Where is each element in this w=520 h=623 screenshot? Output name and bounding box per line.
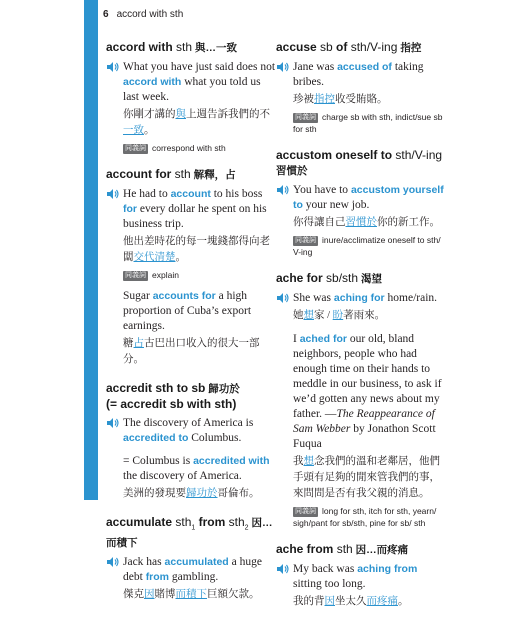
speaker-icon [276, 563, 290, 575]
speaker-icon [106, 417, 120, 429]
synonym-note: 同義詞 charge sb with sth, indict/sue sb for sth [293, 112, 443, 134]
running-head: accord with sth [116, 9, 184, 20]
example-sentence: My back was aching from sitting too long. 我的背因坐太久而疼痛。 [276, 562, 446, 610]
chinese-translation: 我想念我們的溫和老鄰居，他們手頭有足夠的閒來管我們的事，來問問是否有我父親的消息。 [293, 456, 440, 499]
example-sentence: She was aching for home/rain. 她想家 / 盼著雨來。 [276, 291, 446, 324]
entry-ache-for [276, 271, 446, 529]
page-number: 6 [103, 9, 109, 20]
example-sentence: = Columbus is accredited with the discovery of America. 美洲的發現要歸功於哥倫布。 [106, 454, 276, 502]
example-sentence: He had to account to his boss for every dollar he spent on his business trip. 他出差時花的每一塊錢都得向老闆交代清楚。 同義詞 explain [106, 187, 276, 281]
chinese-translation: 傑克因賭博而積下巨額欠款。 [123, 589, 260, 601]
page-edge-tab [84, 0, 98, 500]
speaker-icon [276, 61, 290, 73]
example-sentence: You have to accustom yourself to your new job. 你得讓自己習慣於你的新工作。 同義詞 inure/acclimatize oneself to sth/ V-ing [276, 183, 446, 258]
synonym-note: 同義詞 inure/acclimatize oneself to sth/ V-ing [293, 235, 441, 257]
speaker-icon [106, 556, 120, 568]
running-header [103, 9, 183, 20]
chinese-translation: 她想家 / 盼著雨來。 [293, 310, 386, 321]
synonym-note: 同義詞 long for sth, itch for sth, yearn/ sigh/pant for sb/sth, pine for sb/ sth [293, 506, 437, 528]
example-sentence: Jane was accused of taking bribes. 珍被指控收受賄賂。 同義詞 charge sb with sth, indict/sue sb for sth [276, 60, 446, 135]
entry-accustom [276, 148, 446, 258]
headword: ache for sb/sth 渴望 [276, 271, 382, 285]
example-sentence: The discovery of America is accredited to Columbus. [106, 416, 276, 446]
example-quotation: I ached for our old, bland neighbors, people who had enough time on their hands to meddle in our business, to ask if we’d gotten any news about my father. —The Reappearance of Sam Webber by Jonathon Scott Fuqua 我想念我們的溫和老鄰居，他們手頭有足夠的閒來管我們的事，來問問是否有我父親的消息。 同義詞 long for sth, itch for sth, yearn/ sigh/pant for sb/sth, pine for sb/ sth [276, 332, 446, 529]
headword: accumulate sth$_1$ from sth$_2$ 因…而積下 [106, 515, 273, 550]
speaker-icon [106, 61, 120, 73]
headword: accuse sb of sth/V-ing 指控 [276, 40, 422, 54]
entry-ache-from [276, 542, 446, 610]
headword: ache from sth 因…而疼痛 [276, 542, 409, 556]
chinese-translation: 你剛才講的與上週告訴我們的不一致。 [123, 109, 270, 136]
entry-account-for [106, 167, 276, 368]
chinese-translation: 你得讓自己習慣於你的新工作。 [293, 217, 440, 228]
synonym-note: 同義詞 explain [125, 270, 179, 280]
example-sentence: Sugar accounts for a high proportion of Cuba’s export earnings. 糖占古巴出口收入的很大一部分。 [106, 289, 276, 368]
speaker-icon [106, 188, 120, 200]
left-column [106, 40, 276, 616]
synonym-note: 同義詞 correspond with sth [125, 143, 226, 153]
example-sentence: What you have just said does not accord with what you told us last week. 你剛才講的與上週告訴我們的不一致。 同義詞 correspond with sth [106, 60, 276, 154]
headword: account for sth 解釋，占 [106, 167, 236, 181]
headword: accord with sth 與…一致 [106, 40, 237, 54]
right-column [276, 40, 446, 623]
entry-accumulate [106, 515, 276, 603]
chinese-translation: 他出差時花的每一塊錢都得向老闆交代清楚。 [123, 236, 270, 263]
chinese-translation: 糖占古巴出口收入的很大一部分。 [123, 338, 260, 365]
chinese-translation: 珍被指控收受賄賂。 [293, 94, 388, 105]
entry-accuse [276, 40, 446, 135]
entry-accord-with [106, 40, 276, 154]
headword: accredit sth to sb 歸功於 (= accredit sb with sth) [106, 381, 240, 411]
speaker-icon [276, 292, 290, 304]
speaker-icon [276, 184, 290, 196]
headword: accustom oneself to sth/V-ing 習慣於 [276, 148, 443, 177]
chinese-translation: 我的背因坐太久而疼痛。 [293, 596, 409, 607]
entry-accredit [106, 381, 276, 502]
chinese-translation: 美洲的發現要歸功於哥倫布。 [123, 488, 260, 499]
example-sentence: Jack has accumulated a huge debt from gambling. 傑克因賭博而積下巨額欠款。 [106, 555, 276, 603]
